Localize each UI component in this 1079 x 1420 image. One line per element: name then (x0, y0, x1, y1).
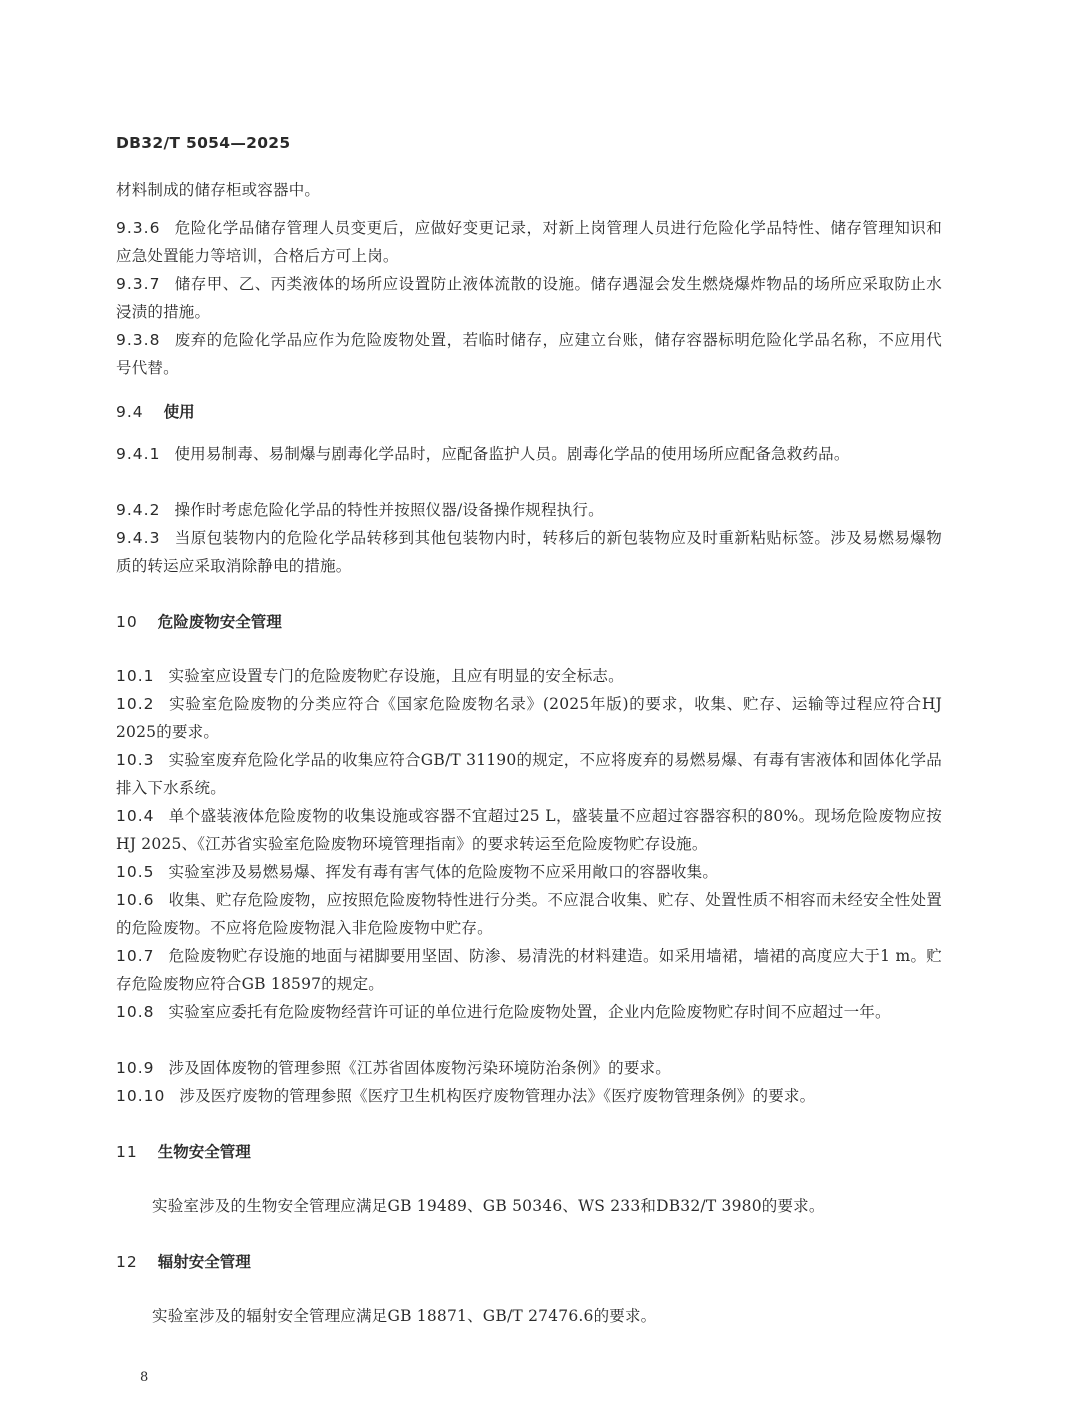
clause-10-10 (116, 1082, 942, 1110)
clause-number: 9.4.1 (116, 445, 161, 463)
paragraph-continuation: 材料制成的储存柜或容器中。 (116, 181, 321, 199)
section-heading-12 (116, 1250, 251, 1272)
section-12-body: 实验室涉及的辐射安全管理应满足GB 18871、GB/T 27476.6的要求。 (152, 1307, 657, 1325)
clause-10-8 (116, 998, 942, 1026)
section-number: 9.4 (116, 403, 144, 421)
clause-9-3-6 (116, 214, 942, 270)
clause-10-4 (116, 802, 942, 858)
clause-9-3-7 (116, 270, 942, 326)
clause-number: 10.5 (116, 863, 155, 881)
clause-text: 实验室应委托有危险废物经营许可证的单位进行危险废物处置，企业内危险废物贮存时间不应超过一年。 (168, 1003, 891, 1021)
clause-number: 9.3.8 (116, 331, 161, 349)
clause-text: 使用易制毒、易制爆与剧毒化学品时，应配备监护人员。剧毒化学品的使用场所应配备急救药品。 (174, 445, 850, 463)
clause-text: 单个盛装液体危险废物的收集设施或容器不宜超过25 L，盛装量不应超过容器容积的80%。现场危险废物应按HJ 2025、《江苏省实验室危险废物环境管理指南》的要求转运至危险废物贮存设施。 (116, 807, 942, 853)
clause-text: 当原包装物内的危险化学品转移到其他包装物内时，转移后的新包装物应及时重新粘贴标签。涉及易燃易爆物质的转运应采取消除静电的措施。 (116, 529, 942, 575)
section-title: 使用 (163, 403, 195, 421)
clause-number: 10.4 (116, 807, 155, 825)
section-number: 11 (116, 1143, 138, 1161)
clause-10-1 (116, 662, 942, 690)
clause-text: 储存甲、乙、丙类液体的场所应设置防止液体流散的设施。储存遇湿会发生燃烧爆炸物品的场所应采取防止水浸渍的措施。 (116, 275, 942, 321)
section-heading-11 (116, 1140, 251, 1162)
section-number: 10 (116, 613, 138, 631)
clause-9-3-8 (116, 326, 942, 382)
clause-number: 10.7 (116, 947, 155, 965)
clause-10-7 (116, 942, 942, 998)
clause-number: 9.4.3 (116, 529, 161, 547)
section-title: 生物安全管理 (157, 1143, 251, 1161)
clause-text: 操作时考虑危险化学品的特性并按照仪器/设备操作规程执行。 (174, 501, 604, 519)
clause-text: 实验室废弃危险化学品的收集应符合GB/T 31190的规定，不应将废弃的易燃易爆、有毒有害液体和固体化学品排入下水系统。 (116, 751, 942, 797)
clause-text: 实验室危险废物的分类应符合《国家危险废物名录》(2025年版)的要求，收集、贮存、运输等过程应符合HJ 2025的要求。 (116, 695, 942, 741)
clause-number: 10.8 (116, 1003, 155, 1021)
section-title: 辐射安全管理 (157, 1253, 251, 1271)
clause-text: 实验室涉及易燃易爆、挥发有毒有害气体的危险废物不应采用敞口的容器收集。 (168, 863, 719, 881)
clause-number: 10.9 (116, 1059, 155, 1077)
clause-number: 10.10 (116, 1087, 166, 1105)
clause-number: 9.3.6 (116, 219, 161, 237)
clause-10-2 (116, 690, 942, 746)
section-number: 12 (116, 1253, 138, 1271)
section-heading-10 (116, 610, 282, 632)
clause-10-3 (116, 746, 942, 802)
clause-9-4-2 (116, 496, 942, 524)
clause-text: 危险废物贮存设施的地面与裙脚要用坚固、防渗、易清洗的材料建造。如采用墙裙，墙裙的高度应大于1 m。贮存危险废物应符合GB 18597的规定。 (116, 947, 942, 993)
section-11-body: 实验室涉及的生物安全管理应满足GB 19489、GB 50346、WS 233和DB32/T 3980的要求。 (152, 1197, 825, 1215)
clause-10-6 (116, 886, 942, 942)
section-title: 危险废物安全管理 (157, 613, 282, 631)
clause-number: 10.1 (116, 667, 155, 685)
clause-number: 9.3.7 (116, 275, 161, 293)
document-id-header: DB32/T 5054—2025 (116, 134, 291, 152)
section-heading-9-4 (116, 400, 195, 422)
clause-text: 涉及医疗废物的管理参照《医疗卫生机构医疗废物管理办法》《医疗废物管理条例》的要求。 (179, 1087, 816, 1105)
page-number: 8 (140, 1370, 149, 1385)
clause-9-4-3 (116, 524, 942, 580)
clause-text: 收集、贮存危险废物，应按照危险废物特性进行分类。不应混合收集、贮存、处置性质不相容而未经安全性处置的危险废物。不应将危险废物混入非危险废物中贮存。 (116, 891, 942, 937)
clause-text: 危险化学品储存管理人员变更后，应做好变更记录，对新上岗管理人员进行危险化学品特性、储存管理知识和应急处置能力等培训，合格后方可上岗。 (116, 219, 942, 265)
clause-number: 10.3 (116, 751, 155, 769)
clause-9-4-1 (116, 440, 942, 468)
clause-10-9 (116, 1054, 942, 1082)
clause-text: 废弃的危险化学品应作为危险废物处置，若临时储存，应建立台账，储存容器标明危险化学品名称，不应用代号代替。 (116, 331, 942, 377)
clause-10-5 (116, 858, 942, 886)
clause-number: 10.6 (116, 891, 155, 909)
clause-text: 实验室应设置专门的危险废物贮存设施，且应有明显的安全标志。 (168, 667, 624, 685)
clause-text: 涉及固体废物的管理参照《江苏省固体废物污染环境防治条例》的要求。 (168, 1059, 671, 1077)
clause-number: 9.4.2 (116, 501, 161, 519)
clause-number: 10.2 (116, 695, 155, 713)
